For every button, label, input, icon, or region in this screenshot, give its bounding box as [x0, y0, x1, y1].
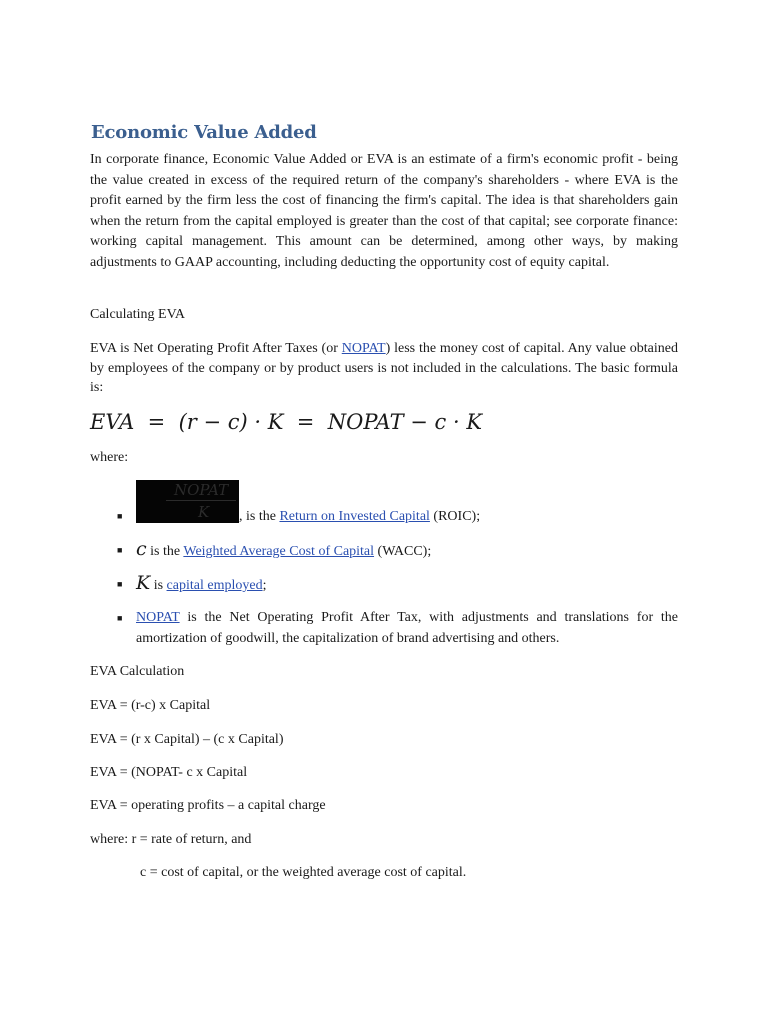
formula-mid: (r − c) · K: [178, 410, 284, 434]
where-label: where:: [90, 450, 129, 465]
roic-link[interactable]: Return on Invested Capital: [279, 509, 430, 524]
capital-employed-link[interactable]: capital employed: [166, 578, 263, 593]
nopat-bullet-link[interactable]: NOPAT: [136, 610, 180, 625]
eva-def-text-before: EVA is Net Operating Profit After Taxes (or: [90, 341, 342, 356]
bullet-capital-text2: ;: [262, 578, 267, 593]
bullet-marker: ■: [117, 511, 123, 521]
var-k: K: [136, 572, 151, 594]
bullet-roic-text1: , is the: [239, 509, 280, 524]
fraction-numerator: NOPAT: [174, 481, 229, 499]
bullet-roic-text2: (ROIC);: [429, 509, 481, 524]
bullet-wacc-text: [136, 540, 431, 561]
cost-of-capital-line: c = cost of capital, or the weighted average cost of capital.: [140, 865, 467, 880]
fraction-bar: [166, 500, 236, 501]
bullet-marker: ■: [117, 613, 123, 623]
bullet-capital-text: [136, 574, 266, 595]
bullet-capital-text1: is: [150, 578, 167, 593]
bullet-nopat-text-body: is the Net Operating Profit After Tax, with adjustments and translations for the amortization of goodwill, the capitalization of brand advertising and others.: [136, 610, 678, 646]
calc-line-2: EVA = (r x Capital) – (c x Capital): [90, 732, 284, 747]
bullet-marker: ■: [117, 545, 123, 555]
wacc-link[interactable]: Weighted Average Cost of Capital: [183, 544, 375, 559]
bullet-nopat-text: [136, 608, 678, 649]
bullet-wacc-text1: is the: [146, 544, 184, 559]
formula-eq2: =: [296, 410, 315, 434]
var-c: c: [136, 538, 147, 560]
formula-eq1: =: [147, 410, 166, 434]
page-title: Economic Value Added: [91, 122, 317, 143]
calc-line-1: EVA = (r-c) x Capital: [90, 698, 211, 713]
formula-lhs: EVA: [90, 410, 135, 434]
calc-line-4: EVA = operating profits – a capital charge: [90, 798, 326, 813]
eva-calculation-heading: EVA Calculation: [90, 664, 185, 679]
roic-fraction-image: [136, 480, 239, 523]
bullet-wacc-text2: (WACC);: [374, 544, 432, 559]
calc-line-5: where: r = rate of return, and: [90, 832, 252, 847]
intro-paragraph: In corporate finance, Economic Value Added or EVA is an estimate of a firm's economic profit - being the value created in excess of the required return of the company's shareholders - where EVA is the profit earned by the firm less the cost of financing the firm's capital. The idea is that shareholders gain when the return from the capital employed is greater than the cost of that capital; see corporate finance: working capital management. This amount can be determined, among other ways, by making adjustments to GAAP accounting, including deducting the opportunity cost of equity capital.: [90, 152, 678, 270]
eva-formula: [90, 410, 482, 434]
calculating-eva-heading: Calculating EVA: [90, 307, 186, 322]
formula-rhs: NOPAT − c · K: [327, 410, 483, 434]
eva-def-text-after: ) less the money cost of capital. Any value obtained by employees of the company or by product users is not included in the calculations. The basic formula is:: [90, 341, 679, 395]
nopat-link[interactable]: NOPAT: [341, 341, 386, 356]
bullet-marker: ■: [117, 579, 123, 589]
fraction-denominator: K: [198, 503, 210, 521]
calc-line-3: EVA = (NOPAT- c x Capital: [90, 765, 248, 780]
eva-definition-paragraph: [90, 339, 678, 398]
bullet-roic-text: [239, 508, 480, 526]
